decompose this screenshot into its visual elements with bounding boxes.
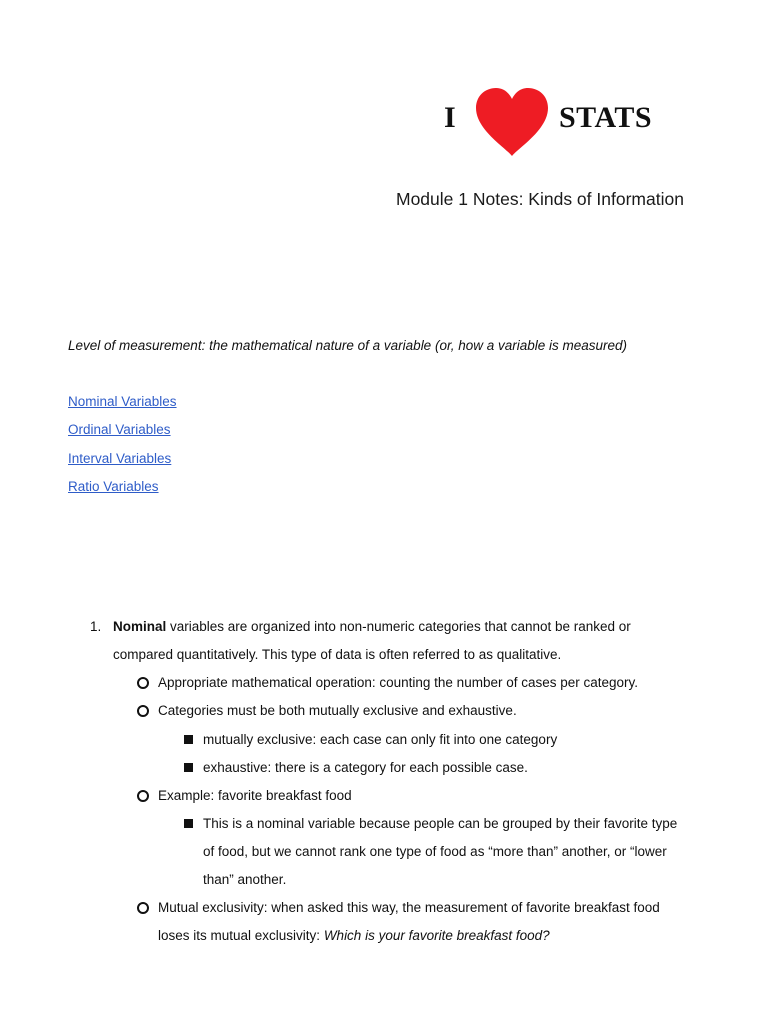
bullet-exclusivity-line-2 xyxy=(158,927,550,945)
square-bullet-icon xyxy=(184,763,193,772)
circle-bullet-icon xyxy=(137,902,149,914)
exclusivity-question: Which is your favorite breakfast food? xyxy=(323,928,550,943)
circle-bullet-icon xyxy=(137,677,149,689)
circle-bullet-icon xyxy=(137,790,149,802)
link-ordinal-variables[interactable]: Ordinal Variables xyxy=(68,422,171,438)
bullet-operation: Appropriate mathematical operation: counting the number of cases per category. xyxy=(158,675,639,690)
level-of-measurement-definition: Level of measurement: the mathematical nature of a variable (or, how a variable is measured) xyxy=(68,338,628,353)
link-nominal-variables[interactable]: Nominal Variables xyxy=(68,394,177,409)
variable-links xyxy=(68,393,177,506)
bullet-exhaustive: exhaustive: there is a category for each possible case. xyxy=(203,760,528,775)
example-detail-line-3: than” another. xyxy=(203,872,287,887)
example-detail-line-1: This is a nominal variable because people can be grouped by their favorite type xyxy=(203,816,678,831)
nominal-paragraph-line-1 xyxy=(113,618,631,636)
exclusivity-lead: loses its mutual exclusivity: xyxy=(158,928,324,943)
circle-bullet-icon xyxy=(137,705,149,717)
bullet-categories: Categories must be both mutually exclusive and exhaustive. xyxy=(158,703,517,718)
nominal-paragraph-line-2: compared quantitatively. This type of data is often referred to as qualitative. xyxy=(113,647,562,662)
bullet-example: Example: favorite breakfast food xyxy=(158,788,352,803)
logo-right-text: STATS xyxy=(559,101,653,134)
link-ratio-variables[interactable]: Ratio Variables xyxy=(68,478,159,494)
square-bullet-icon xyxy=(184,735,193,744)
heart-icon xyxy=(472,86,552,158)
list-number: 1. xyxy=(90,619,102,634)
nominal-paragraph-rest: variables are organized into non-numeric categories that cannot be ranked or xyxy=(166,619,631,634)
link-interval-variables[interactable]: Interval Variables xyxy=(68,450,172,466)
bullet-mutually-exclusive: mutually exclusive: each case can only fit into one category xyxy=(203,732,558,747)
nominal-term: Nominal xyxy=(113,619,167,634)
i-love-stats-logo xyxy=(438,84,678,160)
bullet-exclusivity-line-1: Mutual exclusivity: when asked this way, the measurement of favorite breakfast food xyxy=(158,900,660,915)
page-title: Module 1 Notes: Kinds of Information xyxy=(396,189,684,209)
example-detail-line-2: of food, but we cannot rank one type of food as “more than” another, or “lower xyxy=(203,844,667,859)
logo-left-text: I xyxy=(444,101,456,134)
square-bullet-icon xyxy=(184,819,193,828)
